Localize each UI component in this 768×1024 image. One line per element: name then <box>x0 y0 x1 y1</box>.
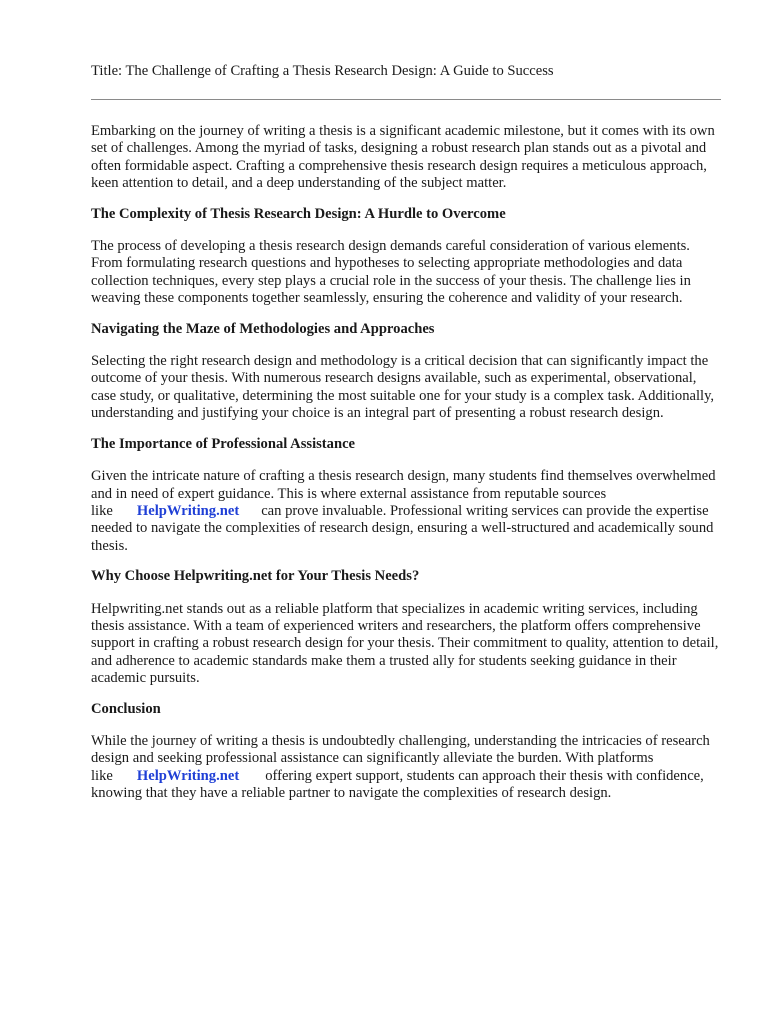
section-paragraph-why-choose: Helpwriting.net stands out as a reliable platform that specializes in academic writing services, including thesis assistance. With a team of experienced writers and researchers, the platform offers comprehensive support in crafting a robust research design for your thesis. Their commitment to quality, attention to detail, and adherence to academic standards make them a trusted ally for students seeking guidance in their academic pursuits. <box>91 600 719 687</box>
section-heading-methodologies: Navigating the Maze of Methodologies and Approaches <box>91 320 435 337</box>
conclusion-text-before: While the journey of writing a thesis is undoubtedly challenging, understanding the intricacies of research design and seeking professional assistance can significantly alleviate the burden. With platforms like <box>91 732 710 784</box>
section-paragraph-methodologies: Selecting the right research design and methodology is a critical decision that can significantly impact the outcome of your thesis. With numerous research designs available, such as experimental, observational, case study, or qualitative, determining the most suitable one for your study is a complex task. Additionally, understanding and justifying your choice is an integral part of presenting a robust research design. <box>91 353 715 422</box>
conclusion-text-after: offering expert support, students can approach their thesis with confidence, knowing that they have a reliable partner to navigate the complexities of research design. <box>91 767 704 802</box>
intro-paragraph: Embarking on the journey of writing a thesis is a significant academic milestone, but it comes with its own set of challenges. Among the myriad of tasks, designing a robust research plan stands out as a pivotal and often formidable aspect. Crafting a comprehensive thesis research design requires a meticulous approach, keen attention to detail, and a deep understanding of the subject matter. <box>91 123 715 192</box>
section-paragraph-assistance <box>91 468 721 555</box>
helpwriting-link[interactable]: HelpWriting.net <box>136 502 240 519</box>
helpwriting-link-conclusion[interactable]: HelpWriting.net <box>136 767 240 784</box>
document-body <box>91 123 721 816</box>
section-heading-why-choose: Why Choose Helpwriting.net for Your Thesis Needs? <box>91 568 420 585</box>
section-paragraph-conclusion <box>91 733 721 803</box>
assistance-text-after: can prove invaluable. Professional writing services can provide the expertise needed to navigate the complexities of research design, ensuring a well-structured and academically sound thesis. <box>91 502 714 554</box>
section-heading-complexity: The Complexity of Thesis Research Design: A Hurdle to Overcome <box>91 205 506 222</box>
title-divider <box>91 99 721 100</box>
section-heading-conclusion: Conclusion <box>91 700 161 717</box>
document-title: Title: The Challenge of Crafting a Thesis Research Design: A Guide to Success <box>91 63 554 79</box>
assistance-text-before: Given the intricate nature of crafting a thesis research design, many students find themselves overwhelmed and in need of expert guidance. This is where external assistance from reputable sources like <box>91 468 716 519</box>
section-heading-assistance: The Importance of Professional Assistance <box>91 435 356 452</box>
section-paragraph-complexity: The process of developing a thesis research design demands careful consideration of various elements. From formulating research questions and hypotheses to selecting appropriate methodologies and data collection techniques, every step plays a crucial role in the success of your thesis. The challenge lies in weaving these components together seamlessly, ensuring the coherence and validity of your research. <box>91 238 691 307</box>
